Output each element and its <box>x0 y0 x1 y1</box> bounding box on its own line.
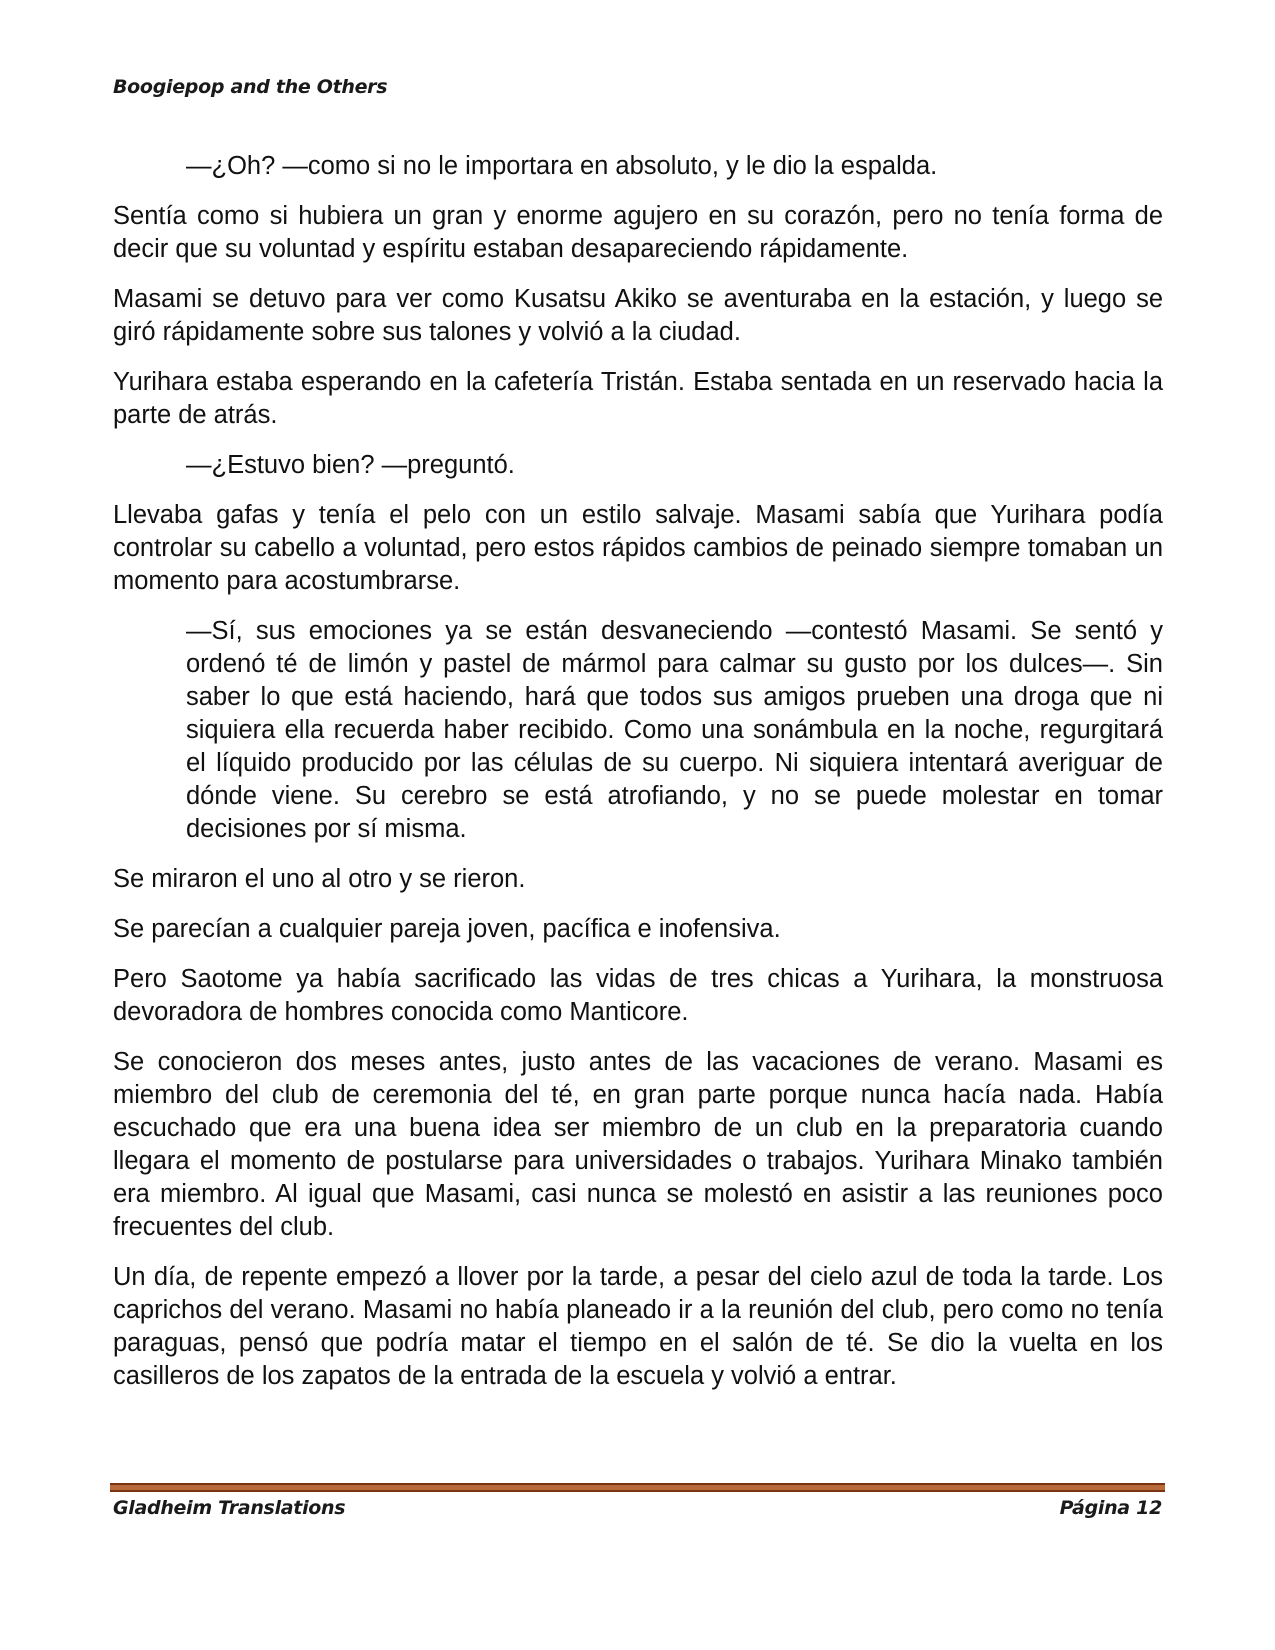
body-text <box>113 150 1163 1410</box>
paragraph: Masami se detuvo para ver como Kusatsu Akiko se aventuraba en la estación, y luego se giró rápidamente sobre sus talones y volvió a la ciudad. <box>113 285 1163 346</box>
paragraph: Sentía como si hubiera un gran y enorme agujero en su corazón, pero no tenía forma de decir que su voluntad y espíritu estaban desapareciendo rápidamente. <box>113 202 1163 263</box>
page-number: Página 12 <box>1059 1497 1162 1519</box>
footer-divider <box>110 1483 1165 1492</box>
footer-credit: Gladheim Translations <box>113 1497 346 1519</box>
paragraph: Un día, de repente empezó a llover por la tarde, a pesar del cielo azul de toda la tarde. Los caprichos del verano. Masami no había planeado ir a la reunión del club, pero como no tenía paraguas, pensó que podría matar el tiempo en el salón de té. Se dio la vuelta en los casilleros de los zapatos de la entrada de la escuela y volvió a entrar. <box>113 1263 1163 1390</box>
paragraph: Llevaba gafas y tenía el pelo con un estilo salvaje. Masami sabía que Yurihara podía controlar su cabello a voluntad, pero estos rápidos cambios de peinado siempre tomaban un momento para acostumbrarse. <box>113 501 1163 595</box>
running-header: Boogiepop and the Others <box>113 76 388 98</box>
paragraph: Se miraron el uno al otro y se rieron. <box>113 865 526 893</box>
paragraph: Pero Saotome ya había sacrificado las vidas de tres chicas a Yurihara, la monstruosa devoradora de hombres conocida como Manticore. <box>113 965 1163 1026</box>
paragraph: —Sí, sus emociones ya se están desvaneciendo —contestó Masami. Se sentó y ordenó té de limón y pastel de mármol para calmar su gusto por los dulces—. Sin saber lo que está haciendo, hará que todos sus amigos prueben una droga que ni siquiera ella recuerda haber recibido. Como una sonámbula en la noche, regurgitará el líquido producido por las células de su cuerpo. Ni siquiera intentará averiguar de dónde viene. Su cerebro se está atrofiando, y no se puede molestar en tomar decisiones por sí misma. <box>186 617 1163 843</box>
paragraph: —¿Oh? —como si no le importara en absoluto, y le dio la espalda. <box>186 152 938 180</box>
paragraph: Yurihara estaba esperando en la cafetería Tristán. Estaba sentada en un reservado hacia la parte de atrás. <box>113 368 1163 429</box>
paragraph: —¿Estuvo bien? —preguntó. <box>186 451 515 479</box>
paragraph: Se conocieron dos meses antes, justo antes de las vacaciones de verano. Masami es miembro del club de ceremonia del té, en gran parte porque nunca hacía nada. Había escuchado que era una buena idea ser miembro de un club en la preparatoria cuando llegara el momento de postularse para universidades o trabajos. Yurihara Minako también era miembro. Al igual que Masami, casi nunca se molestó en asistir a las reuniones poco frecuentes del club. <box>113 1048 1163 1241</box>
paragraph: Se parecían a cualquier pareja joven, pacífica e inofensiva. <box>113 915 781 943</box>
